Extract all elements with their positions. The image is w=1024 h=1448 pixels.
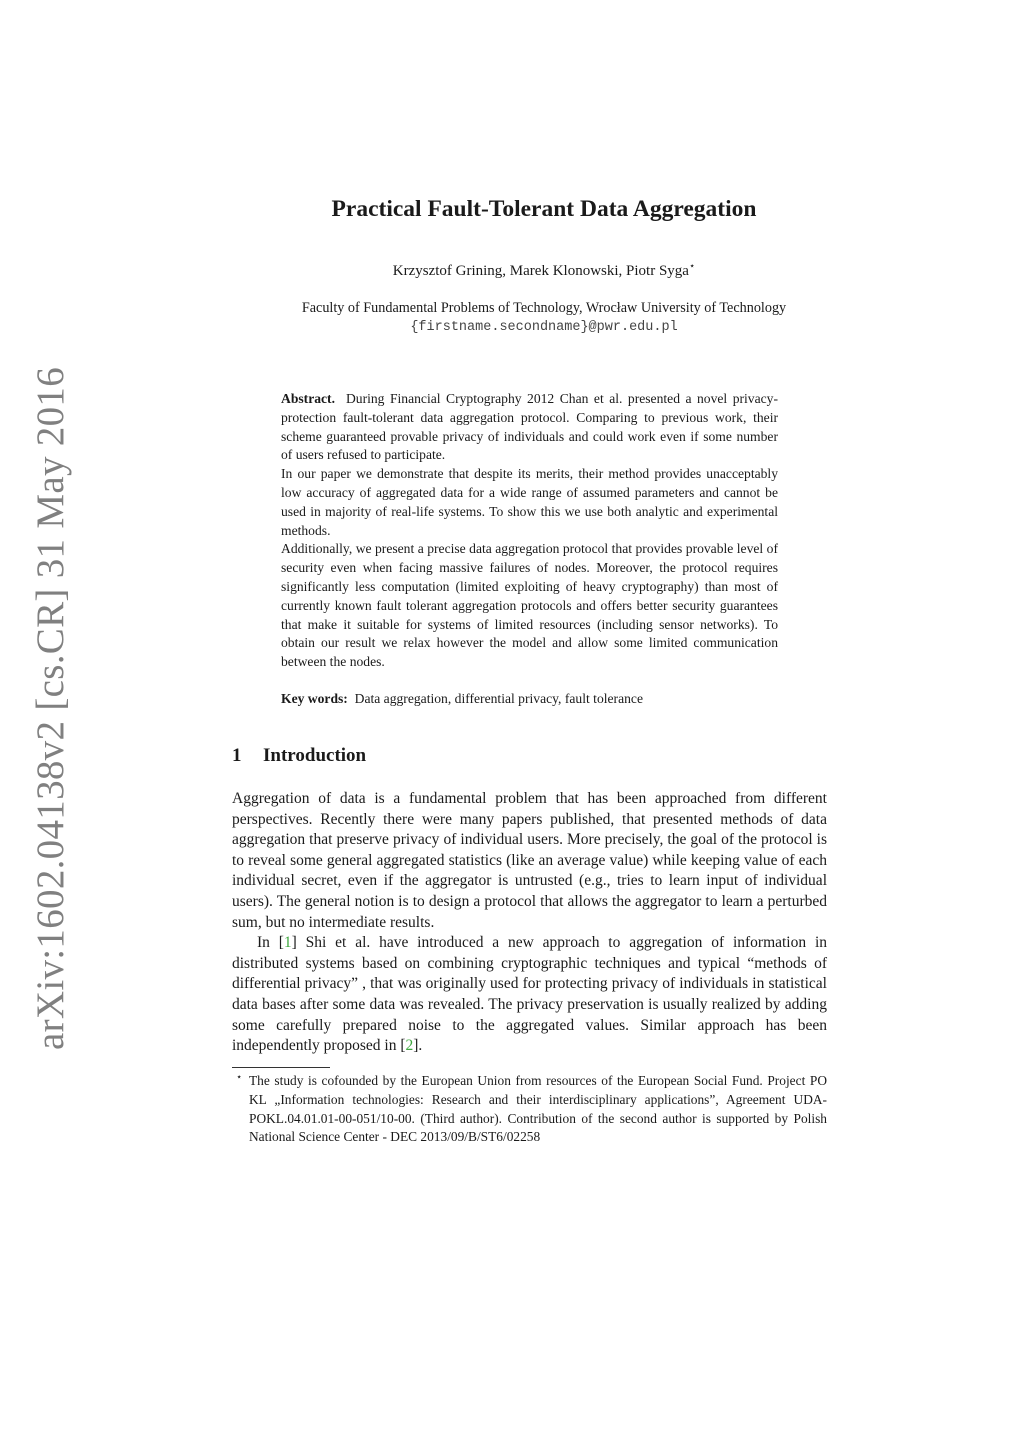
body-text-part: In [ [257, 934, 284, 952]
author-list [32, 261, 1024, 280]
abstract [281, 390, 778, 672]
footnote-text: The study is cofounded by the European Union from resources of the European Social Fund. Project PO KL „Information technologies: Research and their interdisciplinary applications”, Agreement UDA-POKL.04.01.01-00-051/10-00. (Third author). Contribution of the second author is supported by Polish National Science Center - DEC 2013/09/B/ST6/02258 [249, 1073, 827, 1145]
abstract-paragraph [281, 390, 778, 465]
keywords-text: Data aggregation, differential privacy, fault tolerance [354, 691, 643, 706]
section-heading [232, 745, 366, 767]
footnote-mark: ⋆ [236, 1072, 243, 1083]
body-paragraph [232, 933, 827, 1057]
body-text-part: ]. [413, 1037, 423, 1055]
author-footnote-mark: ⋆ [688, 261, 696, 272]
section-title: Introduction [263, 745, 367, 766]
abstract-text-1: During Financial Cryptography 2012 Chan et al. presented a novel privacy-protection fault-tolerant data aggregation protocol. Comparing to previous work, their scheme guaranteed provable privacy of individuals and could work even if some number of users refused to participate. [281, 391, 778, 463]
abstract-paragraph: In our paper we demonstrate that despite its merits, their method provides unacceptably low accuracy of aggregated data for a wide range of assumed parameters and cannot be used in majority of real-life systems. To show this we use both analytic and experimental methods. [281, 466, 778, 538]
arxiv-identifier: arXiv:1602.04138v2 [cs.CR] 31 May 2016 [29, 366, 72, 1050]
keywords [281, 691, 778, 707]
footnote [236, 1072, 827, 1147]
abstract-label: Abstract. [281, 391, 335, 406]
paper-title: Practical Fault-Tolerant Data Aggregation [331, 196, 757, 222]
citation-link[interactable]: 1 [283, 934, 292, 952]
abstract-paragraph: Additionally, we present a precise data aggregation protocol that provides provable level of security even when facing massive failures of nodes. Moreover, the protocol requires significantly less computation (limited exploiting of heavy cryptography) than most of currently known fault tolerant aggregation protocols and offers better security guarantees that make it suitable for systems of limited resources (including sensor networks). To obtain our result we relax however the model and allow some limited communication between the nodes. [281, 541, 778, 670]
author-names: Krzysztof Grining, Marek Klonowski, Piotr Syga [392, 263, 689, 279]
author-email: {firstname.secondname}@pwr.edu.pl [410, 320, 678, 335]
body-text [232, 789, 827, 1057]
keywords-label: Key words: [281, 691, 348, 706]
citation-link[interactable]: 2 [405, 1037, 414, 1055]
footnote-rule [232, 1067, 330, 1068]
affiliation: Faculty of Fundamental Problems of Technology, Wrocław University of Technology [301, 300, 787, 316]
body-paragraph: Aggregation of data is a fundamental problem that has been approached from different perspectives. Recently there were many papers published, that presented methods of data aggregation that preserve privacy of individual users. More precisely, the goal of the protocol is to reveal some general aggregated statistics (like an average value) while keeping value of each individual secret, even if the aggregator is untrusted (e.g., tries to learn input of individual users). The general notion is to design a protocol that allows the aggregator to learn a perturbed sum, but no intermediate results. [232, 790, 827, 931]
section-number: 1 [232, 745, 242, 766]
body-text-part: ] Shi et al. have introduced a new approach to aggregation of information in distributed systems based on combining cryptographic techniques and typical “methods of differential privacy” , that was originally used for protecting privacy of individuals in statistical data bases after some data was revealed. The privacy preservation is usually realized by adding some carefully prepared noise to the aggregated values. Similar approach has been independently proposed in [ [232, 934, 828, 1055]
